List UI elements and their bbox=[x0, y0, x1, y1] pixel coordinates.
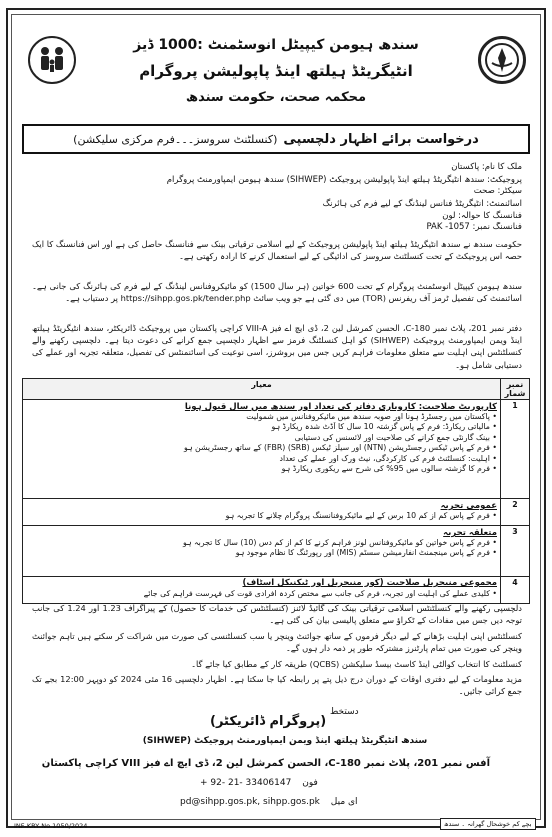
criteria-item: • اہلیت: کنسلٹنٹ فرم کی کارکردگی، نیٹ ورک اور عملے کی تعداد bbox=[26, 454, 497, 465]
closing-paragraph-1: دلچسپی رکھنے والے کنسلٹنٹس اسلامی ترقیاتی بینک کی گائیڈ لائنز (کنسلٹنٹس کی خدمات کا حصول) کے پیراگراف 1.23 اور 1.24 کی جانب توجہ دیں جس میں مفادات کے ٹکراؤ سے متعلق پالیسی بیان کی گئی ہے۔ bbox=[32, 603, 522, 626]
signatory-organization: سندھ انٹیگریٹڈ ہیلتھ اینڈ ویمن ایمپاورمنٹ پروجیکٹ (SIHWEP) bbox=[142, 736, 428, 746]
meta-assignment: اسائنمنٹ: انٹیگریٹڈ فنانس لینڈنگ کے لیے فرم کی ہائرنگ bbox=[322, 199, 522, 209]
phone-number[interactable]: + 92- 21- 33406147 bbox=[200, 778, 292, 788]
signature-label: دستخط bbox=[330, 707, 359, 717]
meta-financing-number: فنانسنگ نمبر: 1057- PAK bbox=[426, 222, 522, 232]
phone-row bbox=[200, 778, 318, 788]
phone-label: فون bbox=[302, 778, 318, 788]
criteria-item: • بینک گارنٹی جمع کرانے کی صلاحیت اور لائسنس کی دستیابی bbox=[26, 433, 497, 444]
intro-paragraph-1: حکومت سندھ نے سندھ انٹیگریٹڈ ہیلتھ اینڈ پاپولیشن پروجیکٹ کے لیے اسلامی ترقیاتی بینک سے فنانسنگ حاصل کی ہے اور اس فنانسنگ کا ایک حصہ اس پروجیکٹ کے تحت کنسلٹنٹ سروسز کی ادائیگی کے لیے استعمال کرنے کا ارادہ رکھتی ہے۔ bbox=[32, 239, 522, 262]
criteria-table-header bbox=[23, 379, 530, 400]
criteria-item: • مالیاتی ریکارڈ: فرم کے پاس گزشتہ 10 سال کا آڈٹ شدہ ریکارڈ ہو bbox=[26, 422, 497, 433]
meta-sector: سیکٹر: صحت bbox=[473, 186, 522, 196]
email-address[interactable]: pd@sihpp.gos.pk, sihpp.gos.pk bbox=[180, 797, 320, 807]
row-number: 3 bbox=[501, 526, 530, 577]
criteria-title: عمومی تجربہ bbox=[440, 501, 497, 511]
seal-emblem-icon bbox=[481, 39, 523, 81]
header-line-2: انٹیگریٹڈ ہیلتھ اینڈ پاپولیشن پروگرام bbox=[139, 62, 413, 80]
column-header-serial: نمبر شمار bbox=[501, 379, 530, 400]
criteria-table bbox=[22, 378, 530, 604]
criteria-title: مجموعی منیجریل صلاحیت (کور منیجریل اور ٹیکنیکل اسٹاف) bbox=[242, 578, 497, 588]
meta-country: ملک کا نام: پاکستان bbox=[451, 162, 522, 172]
intro-paragraph-2: سندھ ہیومن کیپیٹل انوسٹمنٹ پروگرام کے تحت 600 خواتین (ہر سال 1500) کو مائیکروفنانس لینڈنگ کے لیے فرم کی ہائرنگ کی جانی ہے۔ اسائنمنٹ کی تفصیل ٹرمز آف ریفرنس (TOR) میں دی گئی ہے جو ویب سائٹ https://sihpp.gos.pk/tender.php پر دستیاب ہے۔ bbox=[32, 281, 522, 304]
ad-reference-code: INF-KRY No 1050/2024 bbox=[14, 822, 88, 830]
criteria-item: • فرم کے پاس کم از کم 10 برس کے لیے مائیکروفنانسنگ پروگرام چلانے کا تجربہ ہو bbox=[26, 511, 497, 522]
row-number: 2 bbox=[501, 499, 530, 526]
header-line-3: محکمہ صحت، حکومت سندھ bbox=[185, 90, 367, 105]
slogan-box: بچے کم خوشحال گھرانہ ۔ سندھ bbox=[440, 818, 536, 830]
office-address: آفس نمبر 201، پلاٹ نمبر C-180، الحسن کمرشل لین 2، ڈی ایچ اے فیز VIII کراچی پاکستان bbox=[41, 758, 490, 769]
closing-paragraph-2: کنسلٹنٹس اپنی اہلیت بڑھانے کے لیے دیگر فرموں کے ساتھ جوائنٹ وینچر یا سب کنسلٹنسی کی صورت میں شراکت کر سکتے ہیں تاہم جوائنٹ وینچر کی صورت میں تمام پارٹنرز مشترکہ طور پر ذمہ دار ہوں گے۔ bbox=[32, 631, 522, 654]
banner-title: درخواست برائے اظہار دلچسپی bbox=[283, 131, 479, 147]
meta-financing-reference: فنانسنگ کا حوالہ: لون bbox=[442, 211, 522, 221]
column-header-criteria: معیار bbox=[23, 379, 501, 400]
criteria-item: • کلیدی عملے کی اہلیت اور تجربہ، فرم کی جانب سے مختص کردہ افرادی قوت کی فہرست فراہم کی جائے bbox=[26, 589, 497, 600]
closing-paragraph-3: کنسلٹنٹ کا انتخاب کوالٹی اینڈ کاسٹ بیسڈ سلیکشن (QCBS) طریقہ کار کے مطابق کیا جائے گا۔ bbox=[191, 659, 522, 669]
intro-paragraph-3: دفتر نمبر 201، پلاٹ نمبر C-180، الحسن کمرشل لین 2، ڈی ایچ اے فیز VIII-A کراچی پاکستان میں پروجیکٹ ڈائریکٹر، سندھ انٹیگریٹڈ ہیلتھ اینڈ ویمن ایمپاورمنٹ پروجیکٹ (SIHWEP) کو اہل کنسلٹنگ فرمز سے اظہار دلچسپی جمع کرانے کی دعوت دیتا ہے۔ دلچسپی رکھنے والے کنسلٹنٹس اپنی اہلیت سے متعلق معلومات فراہم کریں جس میں بروشرز، اسی نوعیت کی اسائنمنٹس کی تفصیل، متعلقہ تجربہ اور عملے کی دستیابی شامل ہو۔ bbox=[32, 323, 522, 370]
criteria-title: کارپوریٹ صلاحیت: کاروباری دفاتر کی تعداد اور سندھ میں سال قبول ہونا bbox=[184, 402, 497, 412]
sindh-human-capital-logo bbox=[28, 36, 76, 84]
table-row bbox=[23, 577, 530, 604]
criteria-item: • فرم کے پاس مینجمنٹ انفارمیشن سسٹم (MIS) اور رپورٹنگ کا نظام موجود ہو bbox=[26, 548, 497, 559]
table-row bbox=[23, 400, 530, 499]
criteria-item: • فرم کا گزشتہ سالوں میں 95% کی شرح سے ریکوری ریکارڈ ہو bbox=[26, 464, 497, 475]
criteria-cell bbox=[23, 499, 501, 526]
criteria-title: متعلقہ تجربہ bbox=[443, 528, 497, 538]
table-row bbox=[23, 526, 530, 577]
criteria-cell bbox=[23, 577, 501, 604]
criteria-cell bbox=[23, 400, 501, 499]
banner-subtitle: (کنسلٹنٹ سروسز۔۔۔فرم مرکزی سلیکشن) bbox=[73, 132, 278, 146]
criteria-item: • پاکستان میں رجسٹرڈ ہونا اور صوبہ سندھ میں مائیکروفنانس میں شمولیت bbox=[26, 412, 497, 423]
table-row bbox=[23, 499, 530, 526]
criteria-item: • فرم کے پاس خواتین کو مائیکروفنانس لونز فراہم کرنے کا کم از کم دس (10) سال کا تجربہ ہو bbox=[26, 538, 497, 549]
signatory-title: (پروگرام ڈائریکٹر) bbox=[210, 714, 327, 729]
header-line-1: سندھ ہیومن کیپیٹل انوسٹمنٹ :1000 ڈیز bbox=[133, 37, 419, 53]
criteria-cell bbox=[23, 526, 501, 577]
criteria-item: • فرم کے پاس ٹیکس رجسٹریشن (NTN) اور سیلز ٹیکس (SRB) (FBR) کے ساتھ رجسٹریشن ہو bbox=[26, 443, 497, 454]
meta-project: پروجیکٹ: سندھ انٹیگریٹڈ ہیلتھ اینڈ پاپولیشن پروجیکٹ (SIHWEP) سندھ ہیومن ایمپاورمنٹ پروگرام bbox=[166, 175, 522, 185]
row-number: 4 bbox=[501, 577, 530, 604]
eoi-banner bbox=[22, 124, 530, 154]
closing-paragraph-4: مزید معلومات کے لیے دفتری اوقات کے دوران درج ذیل پتے پر رابطہ کیا جا سکتا ہے۔ اظہار دلچسپی 16 مئی 2024 کو دوپہر 12:00 بجے تک جمع کرائی جائیں۔ bbox=[32, 674, 522, 697]
government-of-sindh-seal bbox=[478, 36, 526, 84]
email-row bbox=[180, 797, 358, 807]
family-icon bbox=[30, 38, 74, 82]
email-label: ای میل bbox=[330, 797, 358, 807]
row-number: 1 bbox=[501, 400, 530, 499]
